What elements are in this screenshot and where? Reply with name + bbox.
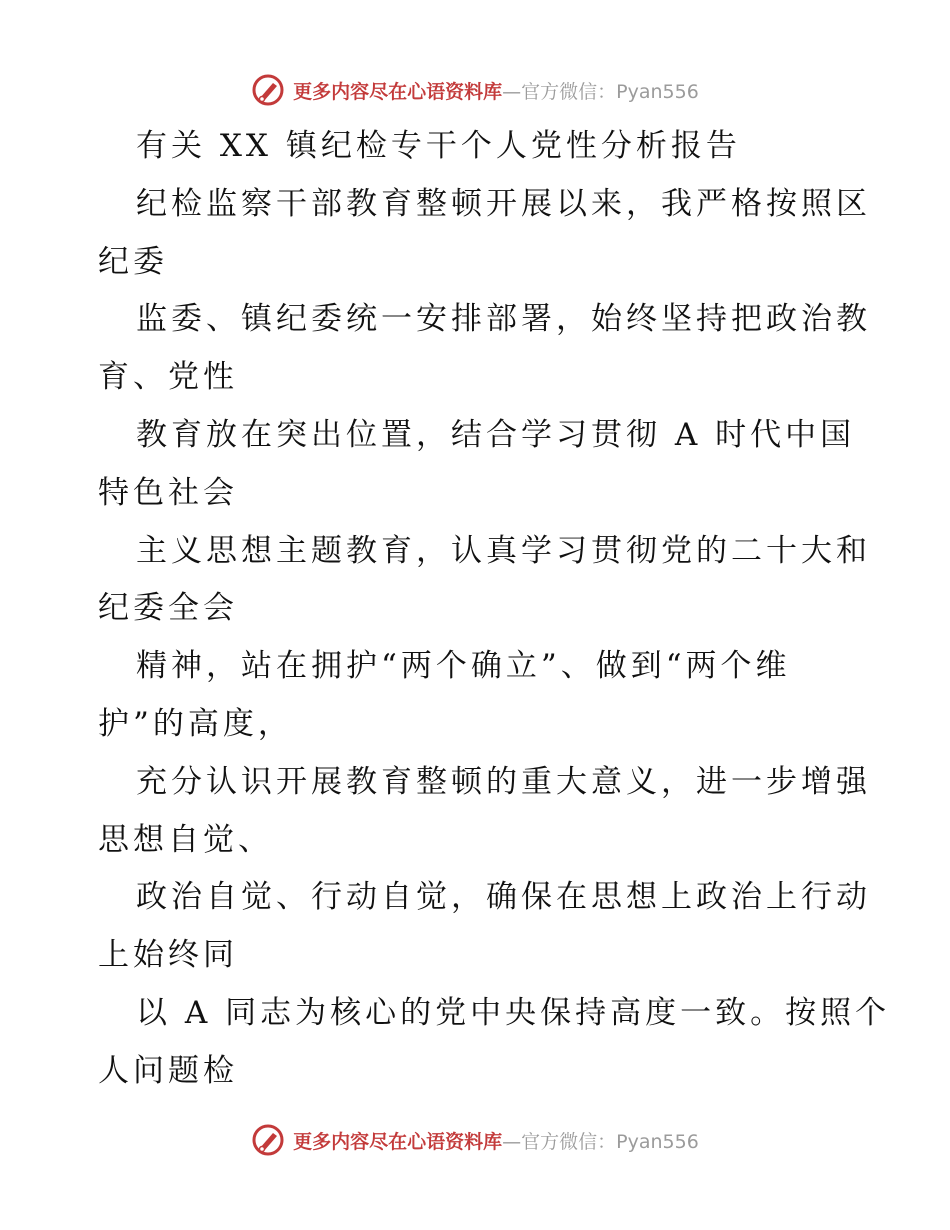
text-line: 护”的高度， [98, 705, 293, 742]
watermark-lead: 更多内容尽在心语资料库 [293, 1130, 503, 1153]
text-line: 教育放在突出位置，结合学习贯彻 A 时代中国 [136, 416, 856, 453]
watermark-dash: — [502, 80, 522, 103]
header-watermark [0, 70, 950, 110]
text-line: 特色社会 [98, 474, 238, 511]
text-line: 思想自觉、 [98, 821, 273, 858]
text-line: 主义思想主题教育，认真学习贯彻党的二十大和 [136, 532, 871, 569]
footer-watermark [0, 1120, 950, 1160]
pen-logo-icon [251, 73, 285, 107]
watermark-tail: 官方微信：Pyan556 [521, 80, 699, 103]
text-line: 育、党性 [98, 359, 238, 396]
watermark-text [293, 1127, 699, 1154]
pen-logo-icon [251, 1123, 285, 1157]
document-title: 有关 XX 镇纪检专干个人党性分析报告 [136, 128, 741, 164]
text-line: 上始终同 [98, 937, 238, 974]
watermark-dash: — [502, 1130, 522, 1153]
text-line: 政治自觉、行动自觉，确保在思想上政治上行动 [136, 879, 871, 916]
text-line: 精神，站在拥护“两个确立”、做到“两个维 [136, 648, 791, 685]
watermark-lead: 更多内容尽在心语资料库 [293, 80, 503, 103]
text-line: 监委、镇纪委统一安排部署，始终坚持把政治教 [136, 301, 871, 338]
text-line: 纪委全会 [98, 590, 238, 627]
text-line: 人问题检 [98, 1052, 238, 1089]
text-line: 充分认识开展教育整顿的重大意义，进一步增强 [136, 763, 871, 800]
text-line: 纪委 [98, 243, 168, 280]
watermark-tail: 官方微信：Pyan556 [521, 1130, 699, 1153]
text-line: 纪检监察干部教育整顿开展以来，我严格按照区 [136, 185, 871, 222]
document-body [98, 118, 891, 1101]
text-line: 以 A 同志为核心的党中央保持高度一致。按照个 [136, 994, 891, 1031]
watermark-text [293, 77, 699, 104]
